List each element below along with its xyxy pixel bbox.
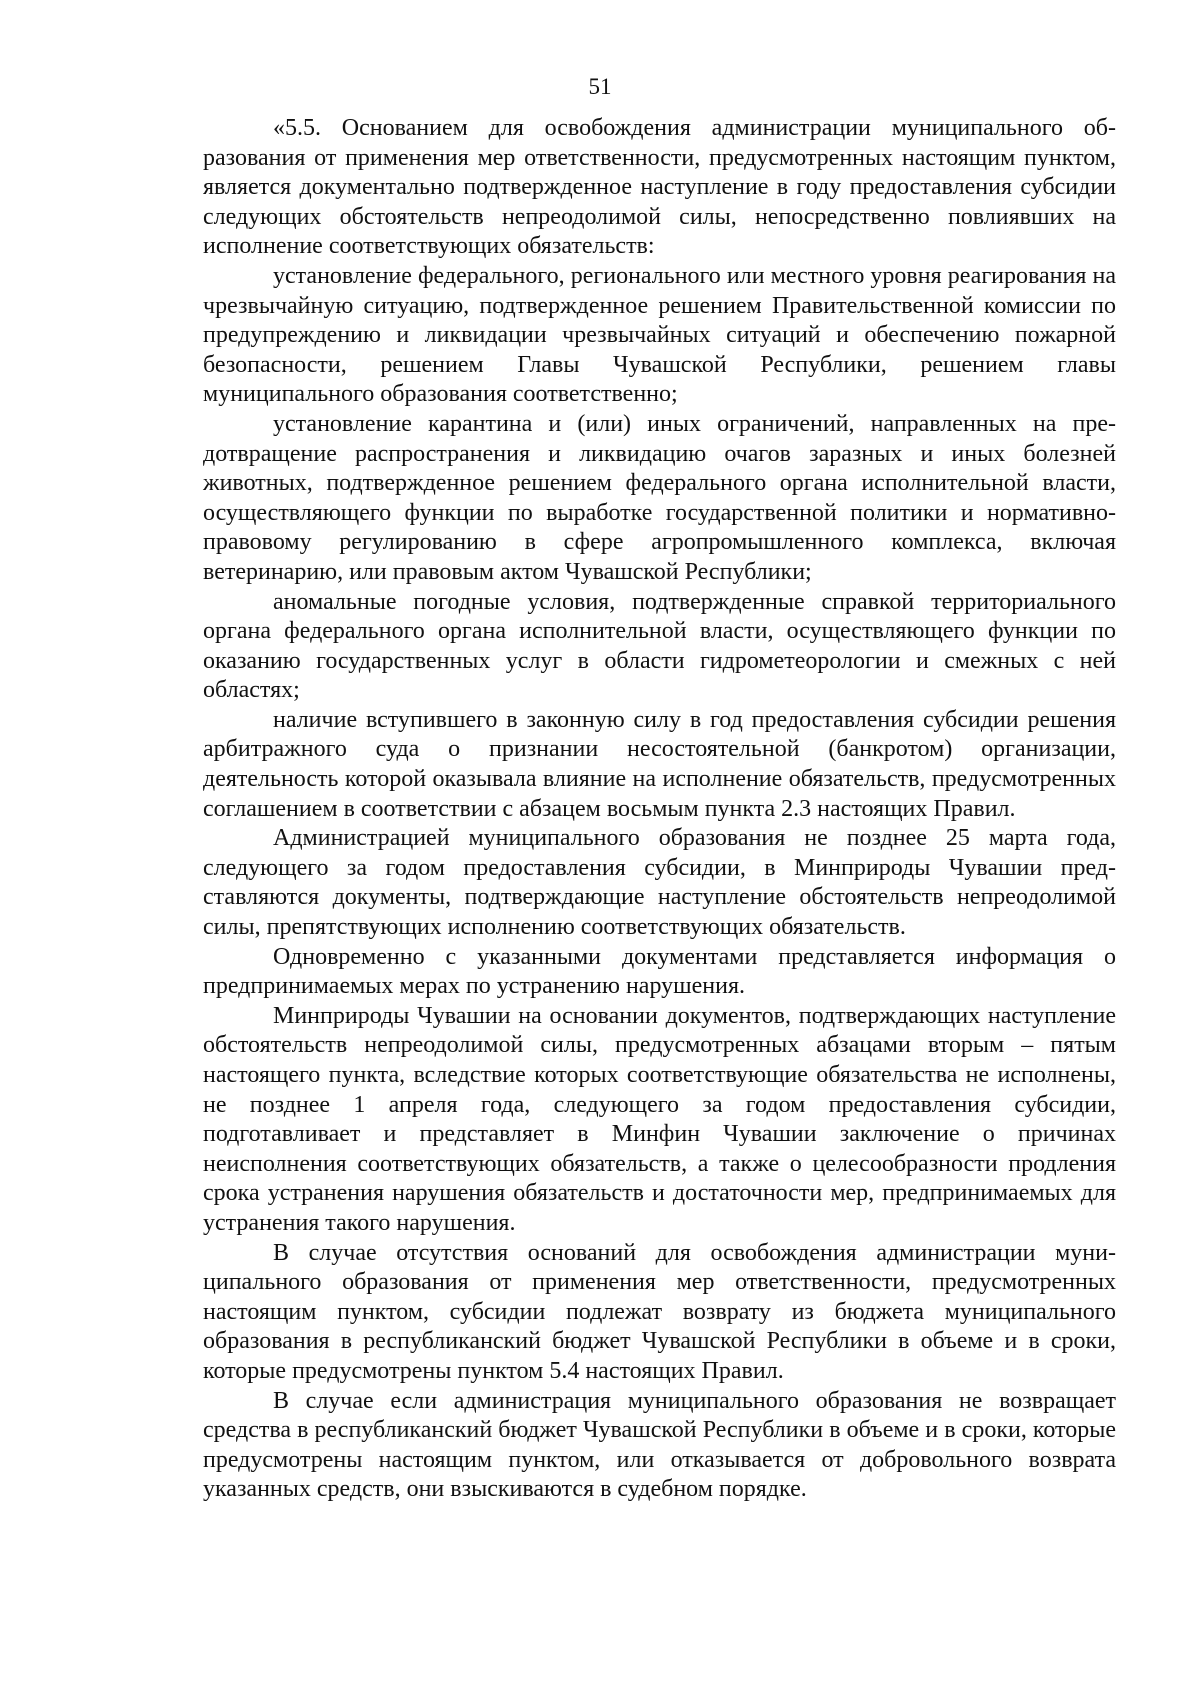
paragraph-emergency-response: установление федерального, регионального или местного уровня реагирования на чрезвычайную ситуацию, подтвержденное решением Правительственной комиссии по предупреждению и ликвидации чрезвычайных ситуаций и обеспечению пожарной безопасности, решением Главы Чувашской Республики, решением главы муниципального образования соответственно;	[203, 262, 1116, 408]
paragraph-quarantine: установление карантина и (или) иных ограничений, направленных на предотвращение распространения и ликвидацию очагов заразных и иных болезней животных, подтвержденное решением федерального органа исполнительной власти, осуществляющего функции по выработке государственной политики и нормативно-правовому регулированию в сфере агропромышленного комплекса, включая ветеринарию, или правовым актом Чувашской Республики;	[203, 410, 1116, 585]
paragraph-weather-conditions: аномальные погодные условия, подтвержденные справкой территориального органа федерального органа исполнительной власти, осуществляющего функции по оказанию государственных услуг в области гидрометеорологии и смежных с ней областях;	[203, 588, 1116, 704]
paragraph-documents-deadline: Администрацией муниципального образования не позднее 25 марта года, следующего за годом предоставления субсидии, в Минприроды Чувашии представляются документы, подтверждающие наступление обстоятельств непреодолимой силы, препятствующих исполнению соответствующих обязательств.	[203, 825, 1116, 941]
paragraph-5-5-intro: «5.5. Основанием для освобождения администрации муниципального образования от применения мер ответственности, предусмотренных настоящим пунктом, является документально подтвержденное наступление в году предоставления субсидии следующих обстоятельств непреодолимой силы, непосредственно повлиявших на исполнение соответствующих обязательств:	[203, 115, 1116, 260]
document-body	[203, 114, 1116, 1505]
paragraph-subsidy-return: В случае отсутствия оснований для освобождения администрации муниципального образования от применения мер ответственности, предусмотренных настоящим пунктом, субсидии подлежат возврату из бюджета муниципального образования в республиканский бюджет Чувашской Республики в объеме и в сроки, которые предусмотрены пунктом 5.4 настоящих Правил.	[203, 1239, 1116, 1384]
paragraph-court-recovery: В случае если администрация муниципального образования не возвращает средства в республиканский бюджет Чувашской Республики в объеме и в сроки, которые предусмотрены настоящим пунктом, или отказывается от добровольного возврата указанных средств, они взыскиваются в судебном порядке.	[203, 1387, 1116, 1503]
page-number: 51	[588, 74, 612, 99]
paragraph-bankruptcy: наличие вступившего в законную силу в год предоставления субсидии решения арбитражного суда о признании несостоятельной (банкротом) организации, деятельность которой оказывала влияние на исполнение обязательств, предусмотренных соглашением в соответствии с абзацем восьмым пункта 2.3 настоящих Правил.	[203, 706, 1116, 822]
paragraph-ministry-conclusion: Минприроды Чувашии на основании документов, подтверждающих наступление обстоятельств непреодолимой силы, предусмотренных абзацами вторым – пятым настоящего пункта, вследствие которых соответствующие обязательства не исполнены, не позднее 1 апреля года, следующего за годом предоставления субсидии, подготавливает и представляет в Минфин Чувашии заключение о причинах неисполнения соответствующих обязательств, а также о целесообразности продления срока устранения нарушения обязательств и достаточности мер, предпринимаемых для устранения такого нарушения.	[203, 1002, 1116, 1236]
paragraph-measures-info: Одновременно с указанными документами представляется информация о предпринимаемых мерах по устранению нарушения.	[203, 943, 1116, 1000]
